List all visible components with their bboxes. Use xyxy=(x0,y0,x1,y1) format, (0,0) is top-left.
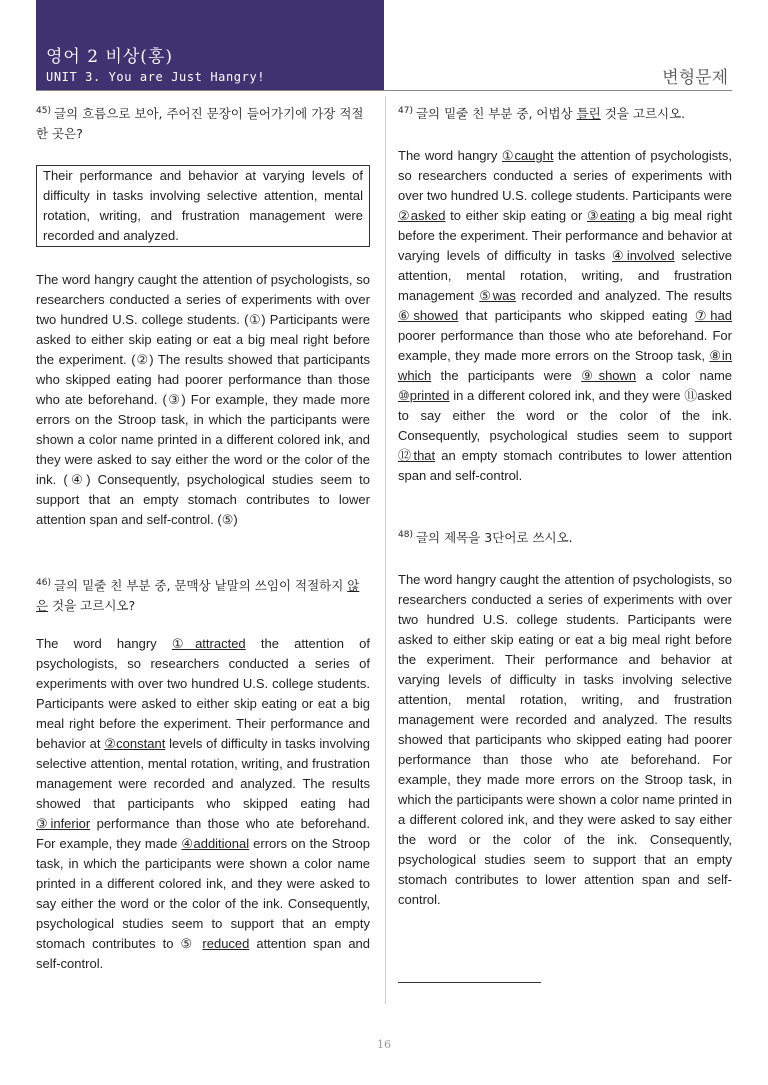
question-48-passage: The word hangry caught the attention of psychologists, so researchers conducted a series of experiments with over two hundred U.S. college students. Participants were asked to either skip eating or eat a big meal right before the experiment. Their performance and behavior at varying levels of difficulty in tasks involving selective attention, mental rotation, writing, and frustration management were recorded and analyzed. The results showed that participants who skipped eating had poorer performance than those who ate beforehand. For example, they made more errors on the Stroop task, in which the participants were shown a color name printed in a different colored ink, and they were asked to say either the word or the color of the ink. Consequently, psychological studies seem to support that an empty stomach contributes to lower attention span and self-control. xyxy=(398,572,732,907)
underlined-word: ⑫that xyxy=(398,448,436,463)
question-47-passage: The word hangry ①caught the attention of psychologists, so researchers conducted a series of experiments with over two hundred U.S. college students. Participants were ②asked to either skip eating or ③eating a big meal right before the experiment. Their performance and behavior at varying levels of difficulty in tasks ④involved selective attention, mental rotation, writing, and frustration management ⑤was recorded and analyzed. The results ⑥showed that participants who skipped eating ⑦had poorer performance than those who ate beforehand. For example, they made more errors on the Stroop task, ⑧in which the participants were ⑨shown a color name ⑩printed in a different colored ink, and they were ⑪asked to say either the word or the color of the ink. Consequently, psychological studies seem to support ⑫that an empty stomach contributes to lower attention span and self-control. xyxy=(398,148,733,483)
choice-marker: ① xyxy=(248,312,262,327)
page-number: 16 xyxy=(377,1038,391,1051)
section-label: 변형문제 xyxy=(662,68,728,88)
choice-marker: ② xyxy=(135,352,150,367)
choice-marker: ③ xyxy=(166,392,182,407)
underlined-word: reduced xyxy=(202,936,250,951)
unit-title: UNIT 3. You are Just Hangry! xyxy=(46,70,266,84)
underlined-word: ⑨shown xyxy=(581,368,637,383)
question-46-prompt: $^{46)}$ 글의 밑줄 친 부분 중, 문맥상 낱말의 쓰임이 적절하지 않은 것을 고르시오? xyxy=(36,577,360,613)
right-column xyxy=(398,104,732,910)
underlined-word: ①caught xyxy=(501,148,554,163)
header-divider xyxy=(36,90,732,91)
choice-marker: ⑤ xyxy=(221,512,234,527)
underlined-word: ⑦had xyxy=(694,308,732,323)
question-47-prompt: $^{47)}$ 글의 밑줄 친 부분 중, 어법상 틀린 것을 고르시오. xyxy=(398,105,686,121)
choice-marker: ④ xyxy=(67,472,87,487)
underlined-word: ②constant xyxy=(104,736,166,751)
header-banner xyxy=(36,0,384,90)
choice-marker: ⑤ xyxy=(180,936,196,951)
underlined-word: ①attracted xyxy=(171,636,246,651)
underlined-word: ④additional xyxy=(181,836,250,851)
underlined-word: ⑤was xyxy=(479,288,516,303)
left-column xyxy=(36,104,370,974)
question-45-prompt: $^{45)}$ 글의 흐름으로 보아, 주어진 문장이 들어가기에 가장 적절한 곳은? xyxy=(36,105,364,141)
underlined-word: ②asked xyxy=(398,208,446,223)
column-divider xyxy=(385,96,386,1004)
underlined-word: ③inferior xyxy=(36,816,91,831)
underlined-word: ⑪asked xyxy=(684,388,732,403)
underlined-word: ⑧in which xyxy=(398,348,732,383)
underlined-word: ③eating xyxy=(587,208,636,223)
question-46-passage: The word hangry ①attracted the attention of psychologists, so researchers conducted a series of experiments with over two hundred U.S. college students. Participants were asked to either skip eating or eat a big meal right before the experiment. Their performance and behavior at ②constant levels of difficulty in tasks involving selective attention, mental rotation, writing, and frustration management were recorded and analyzed. The results showed that participants who skipped eating had ③inferior performance than those who ate beforehand. For example, they made ④additional errors on the Stroop task, in which the participants were shown a color name printed in a different colored ink, and they were asked to say either the word or the color of the ink. Consequently, psychological studies seem to support that an empty stomach contributes to ⑤ reduced attention span and self-control. xyxy=(36,636,371,971)
question-45-passage: The word hangry caught the attention of psychologists, so researchers conducted a series of experiments with over two hundred U.S. college students. (①) Participants were asked to either skip eating or eat a big meal right before the experiment. (②) The results showed that participants who skipped eating had poorer performance than those who ate beforehand. (③) For example, they made more errors on the Stroop task, in which the participants were shown a color name printed in a different colored ink, and they were asked to say either the word or the color of the ink. (④) Consequently, psychological studies seem to support that an empty stomach contributes to lower attention span and self-control. (⑤) xyxy=(36,272,371,527)
underlined-word: ⑩printed xyxy=(398,388,450,403)
question-45-given-sentence: Their performance and behavior at varying levels of difficulty in tasks involving selective attention, mental rotation, writing, and frustration management were recorded and analyzed. xyxy=(36,165,370,247)
underlined-word: ⑥showed xyxy=(398,308,459,323)
question-48-prompt: $^{48)}$ 글의 제목을 3단어로 쓰시오. xyxy=(398,529,573,545)
underlined-word: ④involved xyxy=(612,248,675,263)
answer-line[interactable] xyxy=(398,982,541,983)
textbook-title: 영어 2 비상(홍) xyxy=(46,47,173,67)
